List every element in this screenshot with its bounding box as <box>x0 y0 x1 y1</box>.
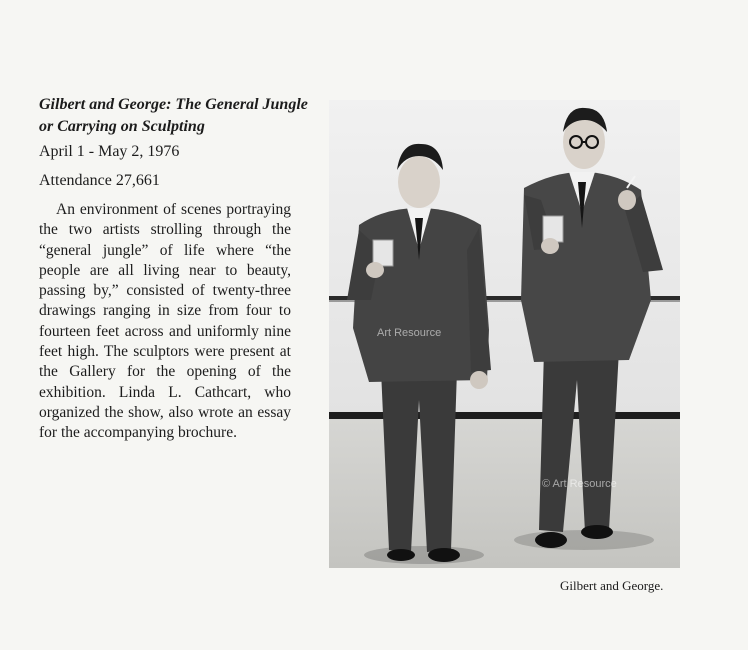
exhibition-dates: April 1 - May 2, 1976 <box>39 143 180 160</box>
gilbert-and-george-photo <box>329 100 680 568</box>
photo-caption: Gilbert and George. <box>560 578 664 593</box>
exhibition-title: Gilbert and George: The General Jungle or Carrying on Sculpting <box>39 96 308 135</box>
watermark-text: Art Resource <box>377 327 442 339</box>
exhibition-description: An environment of scenes portraying the two artists strolling through the “general jungle” of life where “the people are all living near to beauty, passing by,” consisted of twenty-three drawings ranging in size from four to fourteen feet across and uniformly nine feet high. The sculptors were present at the Gallery for the opening of the exhibition. Linda L. Cathcart, who organized the show, also wrote an essay for the accompanying brochure. <box>39 201 291 442</box>
watermark-text-2: © Art Resource <box>542 478 617 490</box>
attendance-count: Attendance 27,661 <box>39 172 160 189</box>
